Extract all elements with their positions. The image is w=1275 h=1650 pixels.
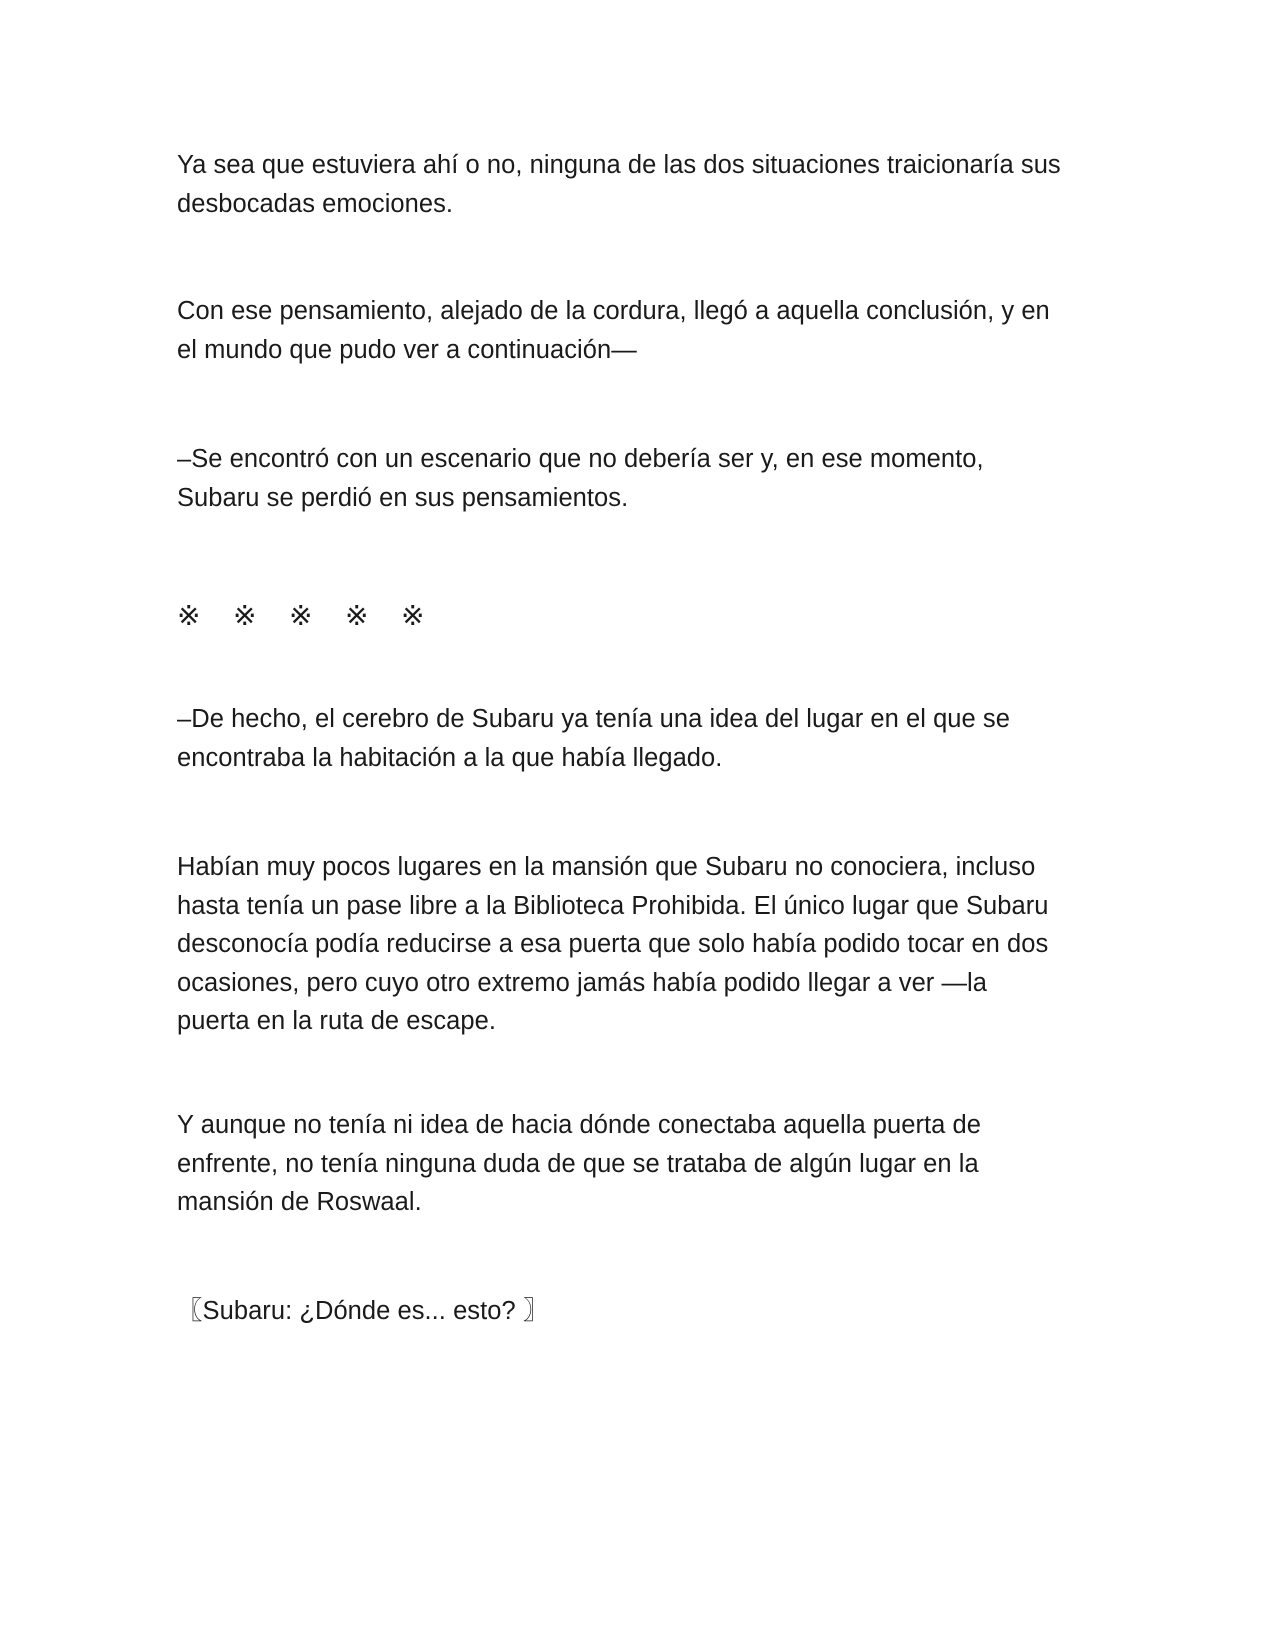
paragraph-5	[177, 848, 1097, 1041]
separator-mark: ※	[177, 599, 201, 632]
separator-mark: ※	[345, 599, 369, 632]
separator-mark: ※	[401, 599, 425, 632]
paragraph-4	[177, 700, 1097, 777]
paragraph-3	[177, 440, 1097, 517]
paragraph-line: ocasiones, pero cuyo otro extremo jamás había podido llegar a ver —la	[177, 968, 987, 997]
separator-mark: ※	[289, 599, 313, 632]
separator-mark: ※	[233, 599, 257, 632]
paragraph-line: enfrente, no tenía ninguna duda de que se trataba de algún lugar en la	[177, 1149, 979, 1178]
paragraph-line: Con ese pensamiento, alejado de la cordura, llegó a aquella conclusión, y en	[177, 297, 1050, 325]
paragraph-line: encontraba la habitación a la que había llegado.	[177, 743, 723, 772]
paragraph-line: –De hecho, el cerebro de Subaru ya tenía una idea del lugar en el que se	[177, 705, 1010, 733]
paragraph-line: desbocadas emociones.	[177, 189, 454, 218]
paragraph-line: Habían muy pocos lugares en la mansión que Subaru no conociera, incluso	[177, 853, 1036, 881]
paragraph-line: puerta en la ruta de escape.	[177, 1007, 496, 1035]
paragraph-6	[177, 1106, 1097, 1222]
paragraph-line: hasta tenía un pase libre a la Biblioteca Prohibida. El único lugar que Subaru	[177, 891, 1049, 920]
paragraph-line: 〖Subaru: ¿Dónde es... esto? 〗	[177, 1297, 549, 1325]
paragraph-line: Subaru se perdió en sus pensamientos.	[177, 483, 629, 512]
paragraph-line: desconocía podía reducirse a esa puerta que solo había podido tocar en dos	[177, 930, 1049, 958]
paragraph-2	[177, 292, 1097, 369]
dialogue-line	[177, 1292, 1097, 1331]
paragraph-line: Ya sea que estuviera ahí o no, ninguna de las dos situaciones traicionaría sus	[177, 151, 1061, 179]
paragraph-line: Y aunque no tenía ni idea de hacia dónde conectaba aquella puerta de	[177, 1111, 982, 1139]
paragraph-line: mansión de Roswaal.	[177, 1188, 422, 1216]
paragraph-1	[177, 146, 1097, 223]
paragraph-line: –Se encontró con un escenario que no debería ser y, en ese momento,	[177, 445, 984, 473]
paragraph-line: el mundo que pudo ver a continuación—	[177, 335, 637, 364]
scene-separator	[177, 596, 457, 636]
